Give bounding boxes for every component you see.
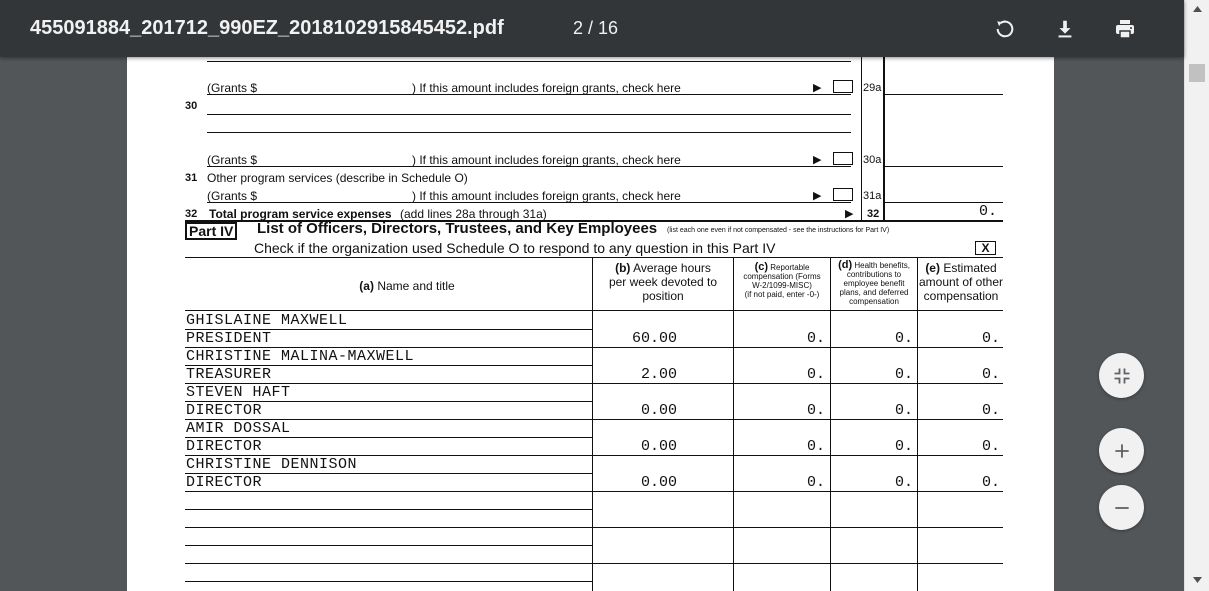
part-iv-title: List of Officers, Directors, Trustees, and Key Employees: [257, 220, 658, 237]
column-divider: [733, 257, 734, 591]
line-number-31: 31: [185, 172, 198, 184]
document-title: 455091884_201712_990EZ_2018102915845452.pdf: [30, 17, 504, 39]
download-button[interactable]: [1050, 14, 1080, 44]
fit-to-page-button[interactable]: [1099, 353, 1144, 398]
column-letter-d: (d): [838, 259, 853, 271]
column-divider: [830, 257, 831, 591]
pdf-page: [127, 57, 1054, 591]
chevron-up-icon: [1193, 6, 1202, 12]
officer-title: PRESIDENT: [186, 330, 272, 347]
pdf-toolbar: [0, 0, 1184, 57]
scrollbar-thumb[interactable]: [1189, 64, 1205, 82]
line-label-31a: 31a: [863, 190, 882, 202]
divider: [883, 94, 1003, 95]
officer-title: DIRECTOR: [186, 402, 263, 419]
column-letter-a: (a): [359, 279, 374, 293]
foreign-grants-text: ) If this amount includes foreign grants, check here: [412, 153, 681, 167]
officer-compensation: 0.: [806, 330, 825, 347]
officer-hours: 0.00: [640, 402, 677, 419]
divider: [207, 114, 851, 115]
divider: [185, 563, 1003, 564]
line-31-description: Other program services (describe in Schedule O): [207, 171, 468, 185]
officer-other-comp: 0.: [981, 474, 1000, 491]
divider: [883, 57, 885, 220]
divider: [207, 61, 851, 62]
officer-hours: 0.00: [640, 438, 677, 455]
column-divider: [917, 257, 918, 591]
zoom-in-icon: [1112, 441, 1132, 461]
officer-name: GHISLAINE MAXWELL: [186, 312, 348, 329]
divider: [207, 132, 851, 133]
arrow-icon: ▶: [813, 82, 822, 94]
scroll-down-button[interactable]: [1185, 571, 1209, 589]
officer-compensation: 0.: [806, 402, 825, 419]
officer-compensation: 0.: [806, 438, 825, 455]
column-header-a: [307, 279, 507, 293]
line-label-30a: 30a: [863, 154, 882, 166]
divider: [207, 166, 851, 167]
line-32-value: 0.: [978, 203, 997, 220]
divider: [185, 491, 1003, 492]
checkbox-30a[interactable]: [833, 152, 853, 165]
zoom-out-icon: [1112, 498, 1132, 518]
column-header-a-text: Name and title: [377, 279, 455, 293]
officer-title: DIRECTOR: [186, 474, 263, 491]
officer-benefits: 0.: [894, 330, 913, 347]
divider: [207, 202, 851, 203]
schedule-o-checkbox[interactable]: X: [975, 241, 996, 255]
divider: [185, 509, 593, 510]
checkbox-29a[interactable]: [833, 80, 853, 93]
arrow-icon: ▶: [845, 208, 854, 220]
arrow-icon: ▶: [813, 190, 822, 202]
officer-name: CHRISTINE DENNISON: [186, 456, 358, 473]
divider: [207, 94, 851, 95]
divider: [185, 527, 1003, 528]
officer-name: STEVEN HAFT: [186, 384, 291, 401]
grants-label: (Grants $: [207, 153, 258, 167]
officer-hours: 0.00: [640, 474, 677, 491]
divider: [185, 419, 1003, 420]
divider: [185, 383, 1003, 384]
officer-compensation: 0.: [806, 474, 825, 491]
line-label-29a: 29a: [863, 82, 882, 94]
column-divider: [592, 257, 593, 591]
officer-benefits: 0.: [894, 474, 913, 491]
divider: [185, 310, 1003, 311]
grants-label: (Grants $: [207, 189, 258, 203]
checkbox-31a[interactable]: [833, 188, 853, 201]
schedule-o-check-text: Check if the organization used Schedule O to respond to any question in this Part IV: [254, 240, 776, 256]
officer-name: AMIR DOSSAL: [186, 420, 291, 437]
divider: [185, 581, 593, 582]
rotate-icon: [994, 18, 1016, 40]
grants-label: (Grants $: [207, 81, 258, 95]
officer-title: TREASURER: [186, 366, 272, 383]
divider: [185, 545, 593, 546]
column-header-e: (e) Estimated amount of other compensation: [918, 261, 1004, 303]
officer-benefits: 0.: [894, 402, 913, 419]
part-iv-tag: Part IV: [185, 222, 237, 240]
officer-benefits: 0.: [894, 366, 913, 383]
officer-other-comp: 0.: [981, 438, 1000, 455]
form-990ez-page: [127, 57, 1054, 591]
fit-to-page-icon: [1112, 366, 1132, 386]
column-letter-b: (b): [615, 261, 631, 275]
officer-compensation: 0.: [806, 366, 825, 383]
column-header-d: (d) Health benefits, contributions to employee benefit plans, and deferred compensation: [838, 259, 910, 306]
officer-other-comp: 0.: [981, 330, 1000, 347]
column-header-c: (c) Reportable compensation (Forms W-2/1099-MISC) (if not paid, enter -0-): [743, 261, 821, 299]
print-icon: [1113, 17, 1137, 41]
column-header-b: (b) Average hours per week devoted to position: [608, 261, 718, 303]
line-number-32: 32: [185, 208, 198, 220]
scroll-up-button[interactable]: [1185, 0, 1209, 18]
zoom-out-button[interactable]: [1099, 485, 1144, 530]
download-icon: [1054, 18, 1076, 40]
zoom-in-button[interactable]: [1099, 428, 1144, 473]
print-button[interactable]: [1110, 14, 1140, 44]
officer-benefits: 0.: [894, 438, 913, 455]
part-iv-note: (list each one even if not compensated - see the instructions for Part IV): [667, 227, 890, 234]
rotate-button[interactable]: [990, 14, 1020, 44]
line-32-description: Total program service expenses: [209, 207, 392, 221]
line-number-30: 30: [185, 100, 198, 112]
column-letter-e: (e): [925, 261, 940, 275]
foreign-grants-text: ) If this amount includes foreign grants, check here: [412, 81, 681, 95]
foreign-grants-text: ) If this amount includes foreign grants, check here: [412, 189, 681, 203]
column-letter-c: (c): [754, 261, 769, 273]
line-label-32: 32: [867, 208, 880, 220]
divider: [185, 257, 1003, 258]
line-32-instruction: (add lines 28a through 31a): [400, 207, 547, 221]
officer-other-comp: 0.: [981, 402, 1000, 419]
arrow-icon: ▶: [813, 154, 822, 166]
officer-hours: 60.00: [631, 330, 677, 347]
divider: [861, 57, 862, 220]
officer-name: CHRISTINE MALINA-MAXWELL: [186, 348, 415, 365]
officer-hours: 2.00: [640, 366, 677, 383]
vertical-scrollbar[interactable]: [1184, 0, 1209, 591]
chevron-down-icon: [1193, 577, 1202, 583]
divider: [883, 166, 1003, 167]
page-indicator[interactable]: 2 / 16: [573, 18, 619, 38]
officer-title: DIRECTOR: [186, 438, 263, 455]
officer-other-comp: 0.: [981, 366, 1000, 383]
